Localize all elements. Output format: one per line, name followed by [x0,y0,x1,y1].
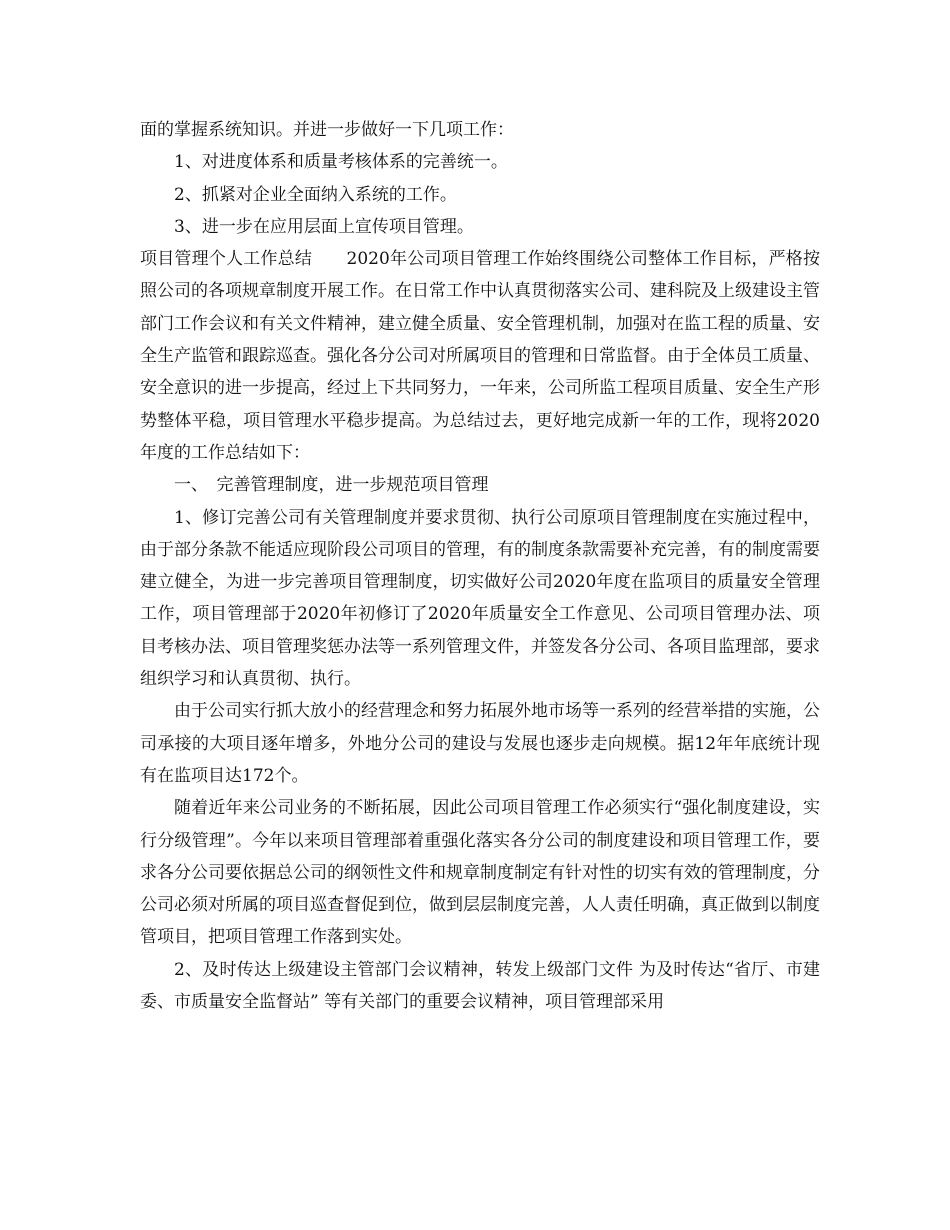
section-title-paragraph: 项目管理个人工作总结 2020年公司项目管理工作始终围绕公司整体工作目标，严格按照公司的各项规章制度开展工作。在日常工作中认真贯彻落实公司、建科院及上级建设主管部门工作会议和有关文件精神，建立健全质量、安全管理机制，加强对在监工程的质量、安全生产监管和跟踪巡查。强化各分公司对所属项目的管理和日常监督。由于全体员工质量、安全意识的进一步提高，经过上下共同努力，一年来，公司所监工程项目质量、安全生产形势整体平稳，项目管理水平稳步提高。为总结过去，更好地完成新一年的工作，现将2020年度的工作总结如下： [140,249,820,463]
paragraph: 1、修订完善公司有关管理制度并要求贯彻、执行公司原项目管理制度在实施过程中，由于部分条款不能适应现阶段公司项目的管理，有的制度条款需要补充完善，有的制度需要建立健全，为进一步完善项目管理制度，切实做好公司2020年度在监项目的质量安全管理工作，项目管理部于2020年初修订了2020年质量安全工作意见、公司项目管理办法、项目考核办法、项目管理奖惩办法等一系列管理文件，并签发各分公司、各项目监理部，要求组织学习和认真贯彻、执行。 [140,507,820,690]
document-body [140,114,820,1018]
paragraph: 2、及时传达上级建设主管部门会议精神，转发上级部门文件 为及时传达“省厅、市建委、市质量安全监督站” 等有关部门的重要会议精神，项目管理部采用 [140,959,820,1013]
paragraph: 随着近年来公司业务的不断拓展，因此公司项目管理工作必须实行“强化制度建设，实行分级管理”。今年以来项目管理部着重强化落实各分公司的制度建设和项目管理工作，要求各分公司要依据总公司的纲领性文件和规章制度制定有针对性的切实有效的管理制度，分公司必须对所属的项目巡查督促到位，做到层层制度完善，人人责任明确，真正做到以制度管项目，把项目管理工作落到实处。 [140,798,820,948]
list-item: 2、抓紧对企业全面纳入系统的工作。 [174,184,457,205]
list-item: 3、进一步在应用层面上宣传项目管理。 [174,216,474,237]
paragraph: 面的掌握系统知识。并进一步做好一下几项工作： [140,120,514,140]
paragraph: 由于公司实行抓大放小的经营理念和努力拓展外地市场等一系列的经营举措的实施，公司承接的大项目逐年增多，外地分公司的建设与发展也逐步走向规模。据12年年底统计现有在监项目达172个。 [140,701,820,786]
section-heading: 一、 完善管理制度，进一步规范项目管理 [174,475,489,496]
list-item: 1、对进度体系和质量考核体系的完善统一。 [174,152,508,173]
